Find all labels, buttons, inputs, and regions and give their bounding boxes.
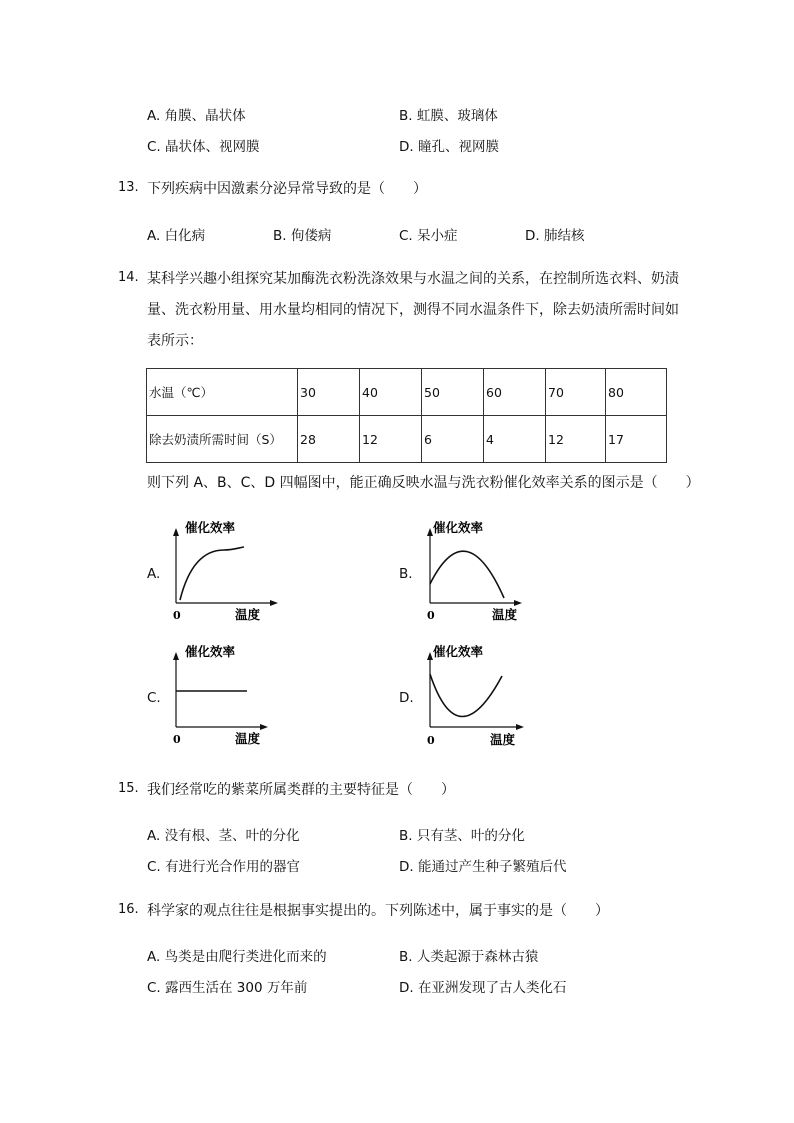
q13-number: 13. — [118, 180, 139, 195]
graph-d-xlabel: 温度 — [490, 732, 516, 747]
graph-b-letter: B. — [399, 566, 413, 582]
graph-d-letter: D. — [399, 690, 414, 706]
q15-option-a: A. 没有根、茎、叶的分化 — [147, 828, 300, 844]
q15-number: 15. — [118, 781, 139, 796]
q16-option-d: D. 在亚洲发现了古人类化石 — [399, 980, 567, 996]
graph-a-origin: 0 — [173, 609, 181, 622]
table-cell: 除去奶渍所需时间（S） — [147, 416, 298, 463]
q15-option-c: C. 有进行光合作用的器官 — [147, 859, 301, 875]
q14-number: 14. — [118, 270, 139, 285]
graph-d-ylabel: 催化效率 — [433, 644, 484, 659]
graph-a — [168, 516, 288, 630]
graph-a-curve — [180, 547, 244, 600]
water-temperature-table — [146, 368, 667, 463]
q14-text-line-2: 量、洗衣粉用量、用水量均相同的情况下，测得不同水温条件下，除去奶渍所需时间如 — [147, 302, 679, 318]
table-cell: 70 — [546, 369, 606, 416]
graph-c-xlabel: 温度 — [235, 731, 261, 746]
graph-b — [422, 516, 542, 630]
graph-b-origin: 0 — [427, 609, 435, 622]
q13-option-b: B. 佝偻病 — [273, 228, 332, 244]
graph-c — [168, 640, 288, 754]
graph-d-curve — [430, 674, 502, 717]
q15-text: 我们经常吃的紫菜所属类群的主要特征是（ ） — [147, 782, 455, 798]
table-cell: 50 — [422, 369, 484, 416]
q16-option-c: C. 露西生活在 300 万年前 — [147, 980, 308, 996]
q13-option-d: D. 肺结核 — [525, 228, 585, 244]
graph-b-ylabel: 催化效率 — [433, 520, 484, 535]
graph-a-xlabel: 温度 — [235, 607, 261, 622]
q16-text: 科学家的观点往往是根据事实提出的。下列陈述中，属于事实的是（ ） — [147, 903, 609, 919]
q14-question: 则下列 A、B、C、D 四幅图中，能正确反映水温与洗衣粉催化效率关系的图示是（ ） — [147, 475, 700, 491]
graph-d — [422, 640, 542, 754]
q13-option-a: A. 白化病 — [147, 228, 206, 244]
graph-d-origin: 0 — [427, 734, 435, 747]
q12-option-b: B. 虹膜、玻璃体 — [399, 108, 498, 124]
q16-option-b: B. 人类起源于森林古猿 — [399, 949, 539, 965]
table-cell: 30 — [298, 369, 360, 416]
table-row-temperature — [147, 369, 667, 416]
table-cell: 17 — [606, 416, 667, 463]
graph-a-letter: A. — [147, 566, 161, 582]
q16-option-a: A. 鸟类是由爬行类进化而来的 — [147, 949, 327, 965]
graph-c-letter: C. — [147, 690, 161, 706]
graph-b-xlabel: 温度 — [492, 607, 518, 622]
table-cell: 28 — [298, 416, 360, 463]
q12-option-a: A. 角膜、晶状体 — [147, 108, 246, 124]
q16-number: 16. — [118, 902, 139, 917]
q15-option-b: B. 只有茎、叶的分化 — [399, 828, 525, 844]
table-cell: 40 — [360, 369, 422, 416]
q13-option-c: C. 呆小症 — [399, 228, 458, 244]
table-row-time — [147, 416, 667, 463]
table-cell: 4 — [484, 416, 546, 463]
table-cell: 12 — [360, 416, 422, 463]
table-cell: 60 — [484, 369, 546, 416]
q15-option-d: D. 能通过产生种子繁殖后代 — [399, 859, 567, 875]
q14-text-line-1: 某科学兴趣小组探究某加酶洗衣粉洗涤效果与水温之间的关系，在控制所选衣料、奶渍 — [147, 271, 679, 287]
q12-option-d: D. 瞳孔、视网膜 — [399, 139, 499, 155]
graph-c-origin: 0 — [173, 733, 181, 746]
table-cell: 12 — [546, 416, 606, 463]
q14-text-line-3: 表所示： — [147, 333, 203, 349]
table-cell: 80 — [606, 369, 667, 416]
graph-b-curve — [430, 551, 504, 598]
table-cell: 6 — [422, 416, 484, 463]
q13-text: 下列疾病中因激素分泌异常导致的是（ ） — [147, 181, 427, 197]
graph-c-ylabel: 催化效率 — [185, 644, 236, 659]
graph-a-ylabel: 催化效率 — [185, 520, 236, 535]
table-cell: 水温（℃） — [147, 369, 298, 416]
q12-option-c: C. 晶状体、视网膜 — [147, 139, 260, 155]
